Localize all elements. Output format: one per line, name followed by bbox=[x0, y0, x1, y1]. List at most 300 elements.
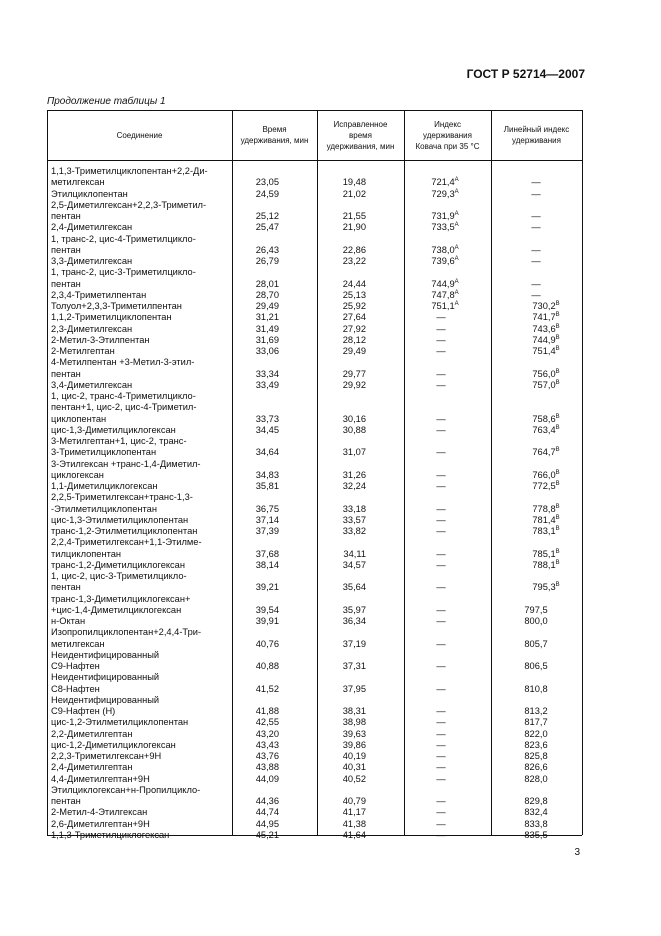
compound-name: 2,3,4-Триметилпентан bbox=[51, 289, 147, 300]
table-row bbox=[47, 672, 582, 683]
adjusted-retention-time: 29,77 bbox=[342, 368, 366, 379]
compound-name: н-Октан bbox=[51, 616, 86, 626]
retention-time: 33,34 bbox=[255, 368, 279, 379]
retention-time: 39,21 bbox=[255, 582, 279, 593]
table-row bbox=[47, 717, 582, 728]
table-row bbox=[47, 177, 582, 188]
table-row bbox=[47, 830, 582, 841]
footnote-mark: B bbox=[555, 481, 560, 487]
retention-time: 35,81 bbox=[255, 481, 279, 491]
compound-name: транс-1,3-Диметилциклогексан+ bbox=[51, 593, 191, 604]
table-row bbox=[47, 594, 582, 605]
retention-time: 37,68 bbox=[255, 548, 279, 559]
retention-time: 44,95 bbox=[255, 818, 279, 829]
kovats-index: — bbox=[436, 728, 446, 739]
linear-index: $763,4^B$ bbox=[532, 424, 560, 435]
compound-name: -Этилметилциклопентан bbox=[51, 503, 157, 514]
column-header-compound: Соединение bbox=[116, 130, 163, 140]
adjusted-retention-time: 21,02 bbox=[342, 188, 366, 199]
linear-index: 823,6 bbox=[524, 739, 548, 750]
table-row bbox=[47, 796, 582, 807]
footnote-mark: A bbox=[454, 244, 459, 251]
kovats-index: $731,9^A$ bbox=[431, 211, 459, 221]
kovats-index: — bbox=[436, 796, 446, 806]
compound-name: 2,6-Диметилгептан+9Н bbox=[51, 818, 150, 829]
footnote-mark: B bbox=[555, 582, 560, 589]
linear-index: 829,8 bbox=[524, 796, 548, 806]
table-row bbox=[47, 639, 582, 650]
retention-time: 25,12 bbox=[255, 211, 279, 221]
table-row bbox=[47, 346, 582, 357]
retention-time: 37,14 bbox=[255, 514, 279, 525]
adjusted-retention-time: 39,63 bbox=[342, 728, 366, 739]
compound-name: 2-Метил-3-Этилпентан bbox=[51, 334, 150, 345]
compound-name: Толуол+2,3,3-Триметилпентан bbox=[51, 301, 182, 311]
compound-name: Изопропилциклопентан+2,4,4-Три- bbox=[51, 627, 202, 638]
adjusted-retention-time: 31,26 bbox=[342, 469, 366, 480]
linear-index: $781,4^B$ bbox=[532, 514, 560, 525]
table-row bbox=[47, 560, 582, 571]
kovats-index: — bbox=[436, 424, 446, 435]
compound-name: 3-Триметилциклопентан bbox=[51, 447, 157, 458]
kovats-index: — bbox=[436, 762, 446, 773]
linear-index: $743,6^B$ bbox=[532, 323, 560, 334]
footnote-mark: A bbox=[454, 278, 459, 285]
retention-time: 31,49 bbox=[255, 323, 279, 334]
footnote-mark: B bbox=[555, 368, 560, 375]
linear-index: 832,4 bbox=[524, 807, 548, 818]
adjusted-retention-time: 27,92 bbox=[342, 323, 366, 334]
table-row bbox=[47, 369, 582, 380]
adjusted-retention-time: 19,48 bbox=[342, 177, 366, 188]
linear-index: 825,8 bbox=[524, 751, 548, 761]
table-row bbox=[47, 290, 582, 301]
compound-name: пентан bbox=[51, 368, 81, 379]
table-row bbox=[47, 627, 582, 638]
kovats-index: $733,5^A$ bbox=[431, 222, 459, 233]
compound-name: Этилциклогексан+н-Пропилцикло- bbox=[51, 784, 201, 795]
data-table bbox=[47, 110, 582, 840]
column-header-kovats-index: Индекс удерживания Ковача при 35 °С bbox=[415, 119, 480, 151]
compound-name: цис-1,2-Этилметилциклопентан bbox=[51, 717, 189, 728]
footnote-mark: A bbox=[454, 188, 459, 195]
adjusted-retention-time: 23,22 bbox=[342, 256, 366, 266]
footnote-mark: B bbox=[555, 469, 560, 476]
table-row bbox=[47, 819, 582, 830]
table-row bbox=[47, 222, 582, 233]
footnote-mark: A bbox=[454, 289, 459, 296]
kovats-index: — bbox=[436, 469, 446, 480]
kovats-index: — bbox=[436, 739, 446, 750]
retention-time: 44,09 bbox=[255, 773, 279, 784]
table-row bbox=[47, 301, 582, 312]
retention-time: 31,69 bbox=[255, 334, 279, 345]
header-divider bbox=[47, 160, 582, 161]
kovats-index: — bbox=[436, 334, 446, 345]
linear-index: 805,7 bbox=[524, 638, 548, 649]
table-row bbox=[47, 447, 582, 458]
compound-name: цис-1,3-Этилметилциклопентан bbox=[51, 514, 189, 525]
table-row bbox=[47, 762, 582, 773]
table-row bbox=[47, 414, 582, 425]
retention-time: 29,49 bbox=[255, 301, 279, 311]
retention-time: 25,47 bbox=[255, 222, 279, 233]
footnote-mark: B bbox=[555, 312, 560, 319]
table-row bbox=[47, 470, 582, 481]
table-row bbox=[47, 481, 582, 492]
linear-index: $758,6^B$ bbox=[532, 413, 560, 424]
compound-name: пентан bbox=[51, 582, 81, 593]
kovats-index: — bbox=[436, 638, 446, 649]
kovats-index: — bbox=[436, 526, 446, 536]
table-row bbox=[47, 357, 582, 368]
retention-time: 34,45 bbox=[255, 424, 279, 435]
linear-index: $744,9^B$ bbox=[532, 334, 560, 345]
compound-name: 2,2,5-Триметилгексан+транс-1,3- bbox=[51, 492, 193, 503]
footnote-mark: B bbox=[555, 503, 560, 510]
table-row bbox=[47, 695, 582, 706]
compound-name: 1, транс-2, цис-4-Триметилцикло- bbox=[51, 233, 196, 244]
kovats-index: — bbox=[436, 413, 446, 424]
compound-name: циклогексан bbox=[51, 469, 104, 480]
compound-name: пентан+1, цис-2, цис-4-Триметил- bbox=[51, 402, 197, 413]
kovats-index: — bbox=[436, 683, 446, 694]
linear-index: $764,7^B$ bbox=[532, 447, 560, 458]
adjusted-retention-time: 35,97 bbox=[342, 604, 366, 615]
linear-index: 817,7 bbox=[524, 717, 548, 728]
kovats-index: — bbox=[436, 604, 446, 615]
footnote-mark: B bbox=[555, 334, 560, 341]
retention-time: 40,76 bbox=[255, 638, 279, 649]
table-row bbox=[47, 189, 582, 200]
table-row bbox=[47, 729, 582, 740]
table-row bbox=[47, 684, 582, 695]
compound-name: пентан bbox=[51, 211, 81, 221]
compound-name: 2,2,4-Триметилгексан+1,1-Этилме- bbox=[51, 537, 202, 548]
retention-time: 33,06 bbox=[255, 346, 279, 356]
linear-index: 826,6 bbox=[524, 762, 548, 773]
compound-name: Неидентифицированный bbox=[51, 672, 160, 683]
adjusted-retention-time: 29,92 bbox=[342, 379, 366, 390]
compound-name: 4,4-Диметилгептан+9Н bbox=[51, 773, 150, 784]
compound-name: 4-Метилпентан +3-Метил-3-этил- bbox=[51, 357, 195, 368]
table-row bbox=[47, 245, 582, 256]
column-header-retention-time: Время удерживания, мин bbox=[240, 125, 309, 145]
compound-name: 2,2-Диметилгептан bbox=[51, 728, 133, 739]
compound-name: пентан bbox=[51, 796, 81, 806]
footnote-mark: B bbox=[555, 413, 560, 420]
footnote-mark: B bbox=[555, 346, 560, 352]
kovats-index: — bbox=[436, 717, 446, 728]
retention-time: 33,49 bbox=[255, 379, 279, 390]
kovats-index: — bbox=[436, 379, 446, 390]
column-header-adjusted-retention-time: Исправленное время удерживания, мин bbox=[326, 119, 395, 151]
table-row bbox=[47, 335, 582, 346]
compound-name: 1, цис-2, цис-3-Триметилцикло- bbox=[51, 571, 187, 581]
kovats-index: $729,3^A$ bbox=[431, 188, 459, 199]
table-row bbox=[47, 751, 582, 762]
footnote-mark: B bbox=[555, 548, 560, 555]
linear-index: $766,0^B$ bbox=[532, 469, 560, 480]
compound-name: метилгексан bbox=[51, 638, 105, 649]
table-row bbox=[47, 582, 582, 593]
adjusted-retention-time: 34,11 bbox=[343, 548, 366, 559]
adjusted-retention-time: 40,52 bbox=[342, 773, 366, 784]
table-row bbox=[47, 661, 582, 672]
table-row bbox=[47, 807, 582, 818]
kovats-index: — bbox=[436, 829, 446, 840]
footnote-mark: B bbox=[555, 379, 560, 386]
col-divider bbox=[582, 110, 583, 835]
table-row bbox=[47, 515, 582, 526]
linear-index: $756,0^B$ bbox=[532, 368, 560, 379]
kovats-index: — bbox=[436, 818, 446, 829]
kovats-index: — bbox=[436, 503, 446, 514]
retention-time: 33,73 bbox=[255, 413, 279, 424]
linear-index: 828,0 bbox=[524, 773, 548, 784]
adjusted-retention-time: 37,31 bbox=[342, 661, 366, 671]
footnote-mark: A bbox=[454, 301, 459, 307]
linear-index: $778,8^B$ bbox=[532, 503, 560, 514]
table-row bbox=[47, 526, 582, 537]
compound-name: пентан bbox=[51, 278, 81, 289]
compound-name: 2,4-Диметилгептан bbox=[51, 762, 133, 773]
linear-index: $741,7^B$ bbox=[532, 312, 560, 323]
retention-time: 34,64 bbox=[255, 447, 279, 458]
compound-name: С8-Нафтен bbox=[51, 683, 100, 694]
compound-name: +цис-1,4-Диметилциклогексан bbox=[51, 604, 182, 615]
table-row bbox=[47, 504, 582, 515]
linear-index: — bbox=[531, 222, 541, 233]
compound-name: 3,4-Диметилгексан bbox=[51, 379, 133, 390]
adjusted-retention-time: 39,86 bbox=[342, 739, 366, 750]
adjusted-retention-time: 41,17 bbox=[342, 807, 366, 818]
compound-name: цис-1,2-Диметилциклогексан bbox=[51, 739, 176, 750]
compound-name: 2-Метилгептан bbox=[51, 346, 115, 356]
kovats-index: — bbox=[436, 323, 446, 334]
retention-time: 40,88 bbox=[255, 661, 279, 671]
compound-name: 1,1-Диметилциклогексан bbox=[51, 481, 158, 491]
linear-index: — bbox=[531, 244, 541, 255]
table-row bbox=[47, 279, 582, 290]
kovats-index: $738,0^A$ bbox=[431, 244, 459, 255]
kovats-index: $721,4^A$ bbox=[431, 177, 459, 188]
compound-name: 1, цис-2, транс-4-Триметилцикло- bbox=[51, 391, 196, 401]
footnote-mark: B bbox=[555, 323, 560, 330]
footnote-mark: A bbox=[454, 222, 459, 229]
page-number: 3 bbox=[574, 847, 580, 858]
table-body bbox=[47, 166, 582, 841]
adjusted-retention-time: 40,31 bbox=[342, 762, 366, 773]
linear-index: — bbox=[531, 177, 541, 188]
compound-name: цис-1,3-Диметилциклогексан bbox=[51, 424, 176, 435]
compound-name: метилгексан bbox=[51, 177, 105, 188]
column-header-linear-index: Линейный индекс удерживания bbox=[503, 125, 570, 145]
retention-time: 42,55 bbox=[255, 717, 279, 728]
adjusted-retention-time: 34,57 bbox=[342, 559, 366, 570]
adjusted-retention-time: 37,19 bbox=[342, 638, 366, 649]
adjusted-retention-time: 40,19 bbox=[342, 751, 366, 761]
footnote-mark: A bbox=[454, 256, 459, 262]
kovats-index: — bbox=[436, 706, 446, 716]
table-row bbox=[47, 740, 582, 751]
table-row bbox=[47, 706, 582, 717]
footnote-mark: B bbox=[555, 301, 560, 307]
compound-name: 2,5-Диметилгексан+2,2,3-Триметил- bbox=[51, 199, 207, 210]
adjusted-retention-time: 33,57 bbox=[342, 514, 366, 525]
retention-time: 38,14 bbox=[255, 559, 279, 570]
linear-index: 835,5 bbox=[524, 829, 548, 840]
compound-name: Неидентифицированный bbox=[51, 694, 160, 705]
retention-time: 43,43 bbox=[255, 739, 279, 750]
retention-time: 43,20 bbox=[255, 728, 279, 739]
adjusted-retention-time: 38,31 bbox=[342, 706, 366, 716]
kovats-index: — bbox=[436, 346, 446, 356]
adjusted-retention-time: 33,82 bbox=[342, 526, 366, 536]
adjusted-retention-time: 36,34 bbox=[342, 616, 366, 626]
compound-name: 2-Метил-4-Этилгексан bbox=[51, 807, 148, 818]
kovats-index: — bbox=[436, 368, 446, 379]
adjusted-retention-time: 41,64 bbox=[342, 829, 366, 840]
linear-index: 822,0 bbox=[524, 728, 548, 739]
footnote-mark: B bbox=[555, 447, 560, 454]
compound-name: 3,3-Диметилгексан bbox=[51, 256, 133, 266]
adjusted-retention-time: 27,64 bbox=[342, 312, 366, 323]
compound-name: 1, транс-2, цис-3-Триметилцикло- bbox=[51, 267, 196, 278]
table-row bbox=[47, 492, 582, 503]
linear-index: 833,8 bbox=[524, 818, 548, 829]
table-row bbox=[47, 234, 582, 245]
kovats-index: $739,6^A$ bbox=[431, 256, 459, 266]
adjusted-retention-time: 37,95 bbox=[342, 683, 366, 694]
footnote-mark: B bbox=[555, 514, 560, 521]
table-row bbox=[47, 459, 582, 470]
table-row bbox=[47, 267, 582, 278]
kovats-index: — bbox=[436, 751, 446, 761]
linear-index: $788,1^B$ bbox=[532, 559, 560, 570]
retention-time: 34,83 bbox=[255, 469, 279, 480]
table-row bbox=[47, 605, 582, 616]
retention-time: 31,21 bbox=[255, 312, 279, 323]
retention-time: 43,88 bbox=[255, 762, 279, 773]
table-row bbox=[47, 256, 582, 267]
retention-time: 23,05 bbox=[255, 177, 279, 188]
table-row bbox=[47, 312, 582, 323]
compound-name: С9-Нафтен bbox=[51, 661, 100, 671]
kovats-index: — bbox=[436, 773, 446, 784]
retention-time: 36,75 bbox=[255, 503, 279, 514]
linear-index: — bbox=[531, 278, 541, 289]
linear-index: 810,8 bbox=[524, 683, 548, 694]
compound-name: транс-1,2-Этилметилциклопентан bbox=[51, 526, 198, 536]
table-row bbox=[47, 380, 582, 391]
compound-name: 1,1,3-Триметилциклопентан+2,2-Ди- bbox=[51, 166, 208, 176]
adjusted-retention-time: 24,44 bbox=[342, 278, 366, 289]
kovats-index: — bbox=[436, 312, 446, 323]
compound-name: 1,1,2-Триметилциклопентан bbox=[51, 312, 172, 323]
linear-index: — bbox=[531, 188, 541, 199]
adjusted-retention-time: 28,12 bbox=[342, 334, 366, 345]
linear-index: 800,0 bbox=[524, 616, 548, 626]
retention-time: 41,52 bbox=[255, 683, 279, 694]
kovats-index: — bbox=[436, 447, 446, 458]
retention-time: 44,36 bbox=[255, 796, 279, 806]
compound-name: Неидентифицированный bbox=[51, 649, 160, 660]
retention-time: 41,88 bbox=[255, 706, 279, 716]
table-row bbox=[47, 211, 582, 222]
table-row bbox=[47, 571, 582, 582]
adjusted-retention-time: 25,13 bbox=[342, 289, 366, 300]
table-row bbox=[47, 391, 582, 402]
retention-time: 43,76 bbox=[255, 751, 279, 761]
table-row bbox=[47, 616, 582, 627]
linear-index: — bbox=[531, 211, 541, 221]
footnote-mark: B bbox=[555, 424, 560, 431]
compound-name: 1,1,3-Триметилциклогексан bbox=[51, 829, 170, 840]
compound-name: 2,4-Диметилгексан bbox=[51, 222, 133, 233]
compound-name: 2,2,3-Триметилгексан+9Н bbox=[51, 751, 162, 761]
table-row bbox=[47, 166, 582, 177]
retention-time: 26,43 bbox=[255, 244, 279, 255]
kovats-index: — bbox=[436, 481, 446, 491]
compound-name: 2,3-Диметилгексан bbox=[51, 323, 133, 334]
kovats-index: $747,8^A$ bbox=[431, 289, 459, 300]
kovats-index: — bbox=[436, 514, 446, 525]
footnote-mark: A bbox=[454, 211, 459, 217]
kovats-index: — bbox=[436, 559, 446, 570]
retention-time: 44,74 bbox=[255, 807, 279, 818]
linear-index: $757,0^B$ bbox=[532, 379, 560, 390]
adjusted-retention-time: 41,38 bbox=[342, 818, 366, 829]
document-id: ГОСТ Р 52714—2007 bbox=[466, 67, 585, 81]
retention-time: 24,59 bbox=[255, 188, 279, 199]
kovats-index: $751,1^A$ bbox=[431, 301, 459, 311]
table-row bbox=[47, 549, 582, 560]
retention-time: 39,91 bbox=[255, 616, 279, 626]
table-row bbox=[47, 774, 582, 785]
compound-name: С9-Нафтен (Н) bbox=[51, 706, 116, 716]
adjusted-retention-time: 32,24 bbox=[342, 481, 366, 491]
adjusted-retention-time: 30,88 bbox=[342, 424, 366, 435]
footnote-mark: B bbox=[555, 559, 560, 566]
table-row bbox=[47, 402, 582, 413]
adjusted-retention-time: 35,64 bbox=[342, 582, 366, 593]
table-row bbox=[47, 650, 582, 661]
footnote-mark: B bbox=[555, 526, 560, 532]
compound-name: Этилциклопентан bbox=[51, 188, 128, 199]
retention-time: 37,39 bbox=[255, 526, 279, 536]
retention-time: 28,01 bbox=[255, 278, 279, 289]
adjusted-retention-time: 29,49 bbox=[342, 346, 366, 356]
adjusted-retention-time: 33,18 bbox=[342, 503, 366, 514]
compound-name: тилциклопентан bbox=[51, 548, 122, 559]
table-row bbox=[47, 537, 582, 548]
adjusted-retention-time: 22,86 bbox=[342, 244, 366, 255]
linear-index: $730,2^B$ bbox=[532, 301, 560, 311]
adjusted-retention-time: 21,55 bbox=[342, 211, 366, 221]
linear-index: $783,1^B$ bbox=[532, 526, 560, 536]
table-row bbox=[47, 200, 582, 211]
adjusted-retention-time: 40,79 bbox=[342, 796, 366, 806]
linear-index: $785,1^B$ bbox=[532, 548, 560, 559]
linear-index: 813,2 bbox=[524, 706, 548, 716]
kovats-index: $744,9^A$ bbox=[431, 278, 459, 289]
table-row bbox=[47, 425, 582, 436]
table-row bbox=[47, 785, 582, 796]
linear-index: — bbox=[531, 289, 541, 300]
linear-index: $795,3^B$ bbox=[532, 582, 560, 593]
retention-time: 26,79 bbox=[255, 256, 279, 266]
